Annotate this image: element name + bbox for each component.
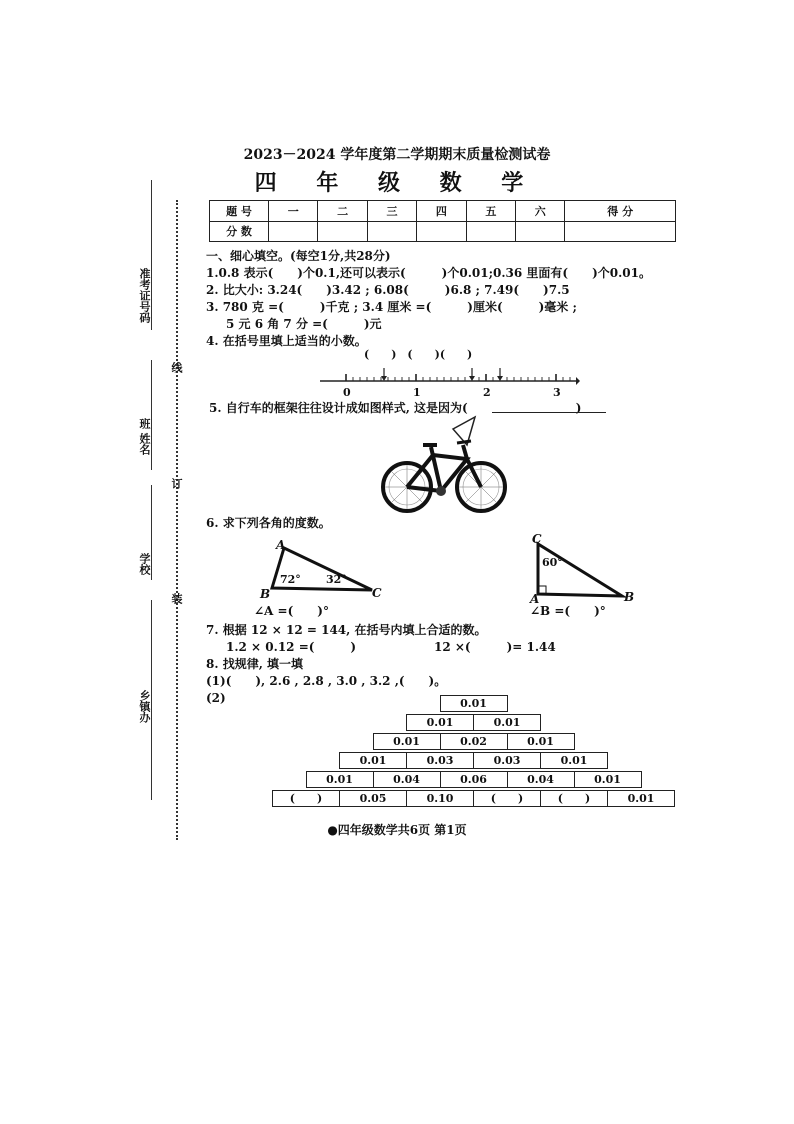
- score-cell[interactable]: [318, 221, 367, 242]
- question-7: 7. 根据 12 × 12 = 144, 在括号内填上合适的数。: [206, 623, 487, 637]
- score-header-cell: 二: [318, 201, 367, 222]
- triangle-1-angle-c: 32°: [326, 573, 347, 586]
- tick-label-1: 1: [413, 386, 421, 399]
- triangle-2-answer: ∠B =( )°: [530, 604, 606, 618]
- tick-label-0: 0: [343, 386, 351, 399]
- subject-title: 四 年 级 数 学: [254, 170, 540, 196]
- score-cell[interactable]: [417, 221, 466, 242]
- score-header-cell: 得 分: [565, 201, 676, 222]
- pyramid-brick: 0.10: [406, 790, 474, 807]
- triangle-2-vertex-c: C: [532, 532, 542, 546]
- pyramid-brick: 0.04: [373, 771, 441, 788]
- fold-mark-roll: 装: [170, 593, 183, 604]
- score-cell[interactable]: [367, 221, 416, 242]
- pyramid-brick: 0.01: [440, 695, 508, 712]
- score-header-cell: 一: [269, 201, 318, 222]
- pyramid-brick[interactable]: ( ): [540, 790, 608, 807]
- question-5: 5. 自行车的框架往往设计成如图样式, 这是因为( ): [209, 401, 582, 415]
- pyramid-brick: 0.01: [473, 714, 541, 731]
- pyramid-brick: 0.01: [607, 790, 675, 807]
- question-3a: 3. 780 克 =( )千克 ; 3.4 厘米 =( )厘米( )毫米 ;: [206, 300, 577, 314]
- score-cell[interactable]: [565, 221, 676, 242]
- fold-mark-line: 线: [170, 362, 183, 373]
- page-footer: ●四年级数学共6页 第1页: [327, 823, 467, 837]
- pyramid-brick: 0.01: [507, 733, 575, 750]
- question-3b: 5 元 6 角 7 分 =( )元: [226, 317, 382, 331]
- bicycle-image: [375, 415, 515, 515]
- triangle-2-vertex-a: A: [530, 592, 540, 606]
- pyramid-brick: 0.01: [574, 771, 642, 788]
- score-header-cell: 四: [417, 201, 466, 222]
- score-header-cell: 六: [516, 201, 565, 222]
- pyramid-brick[interactable]: ( ): [473, 790, 541, 807]
- triangle-1-vertex-c: C: [372, 586, 382, 600]
- school-line: [151, 485, 152, 580]
- number-line-brackets: ( ) ( )( ): [364, 348, 473, 361]
- exam-title: 2023－2024 学年度第二学期期末质量检测试卷: [243, 147, 551, 163]
- question-8-1: (1)( ), 2.6 , 2.8 , 3.0 , 3.2 ,( )。: [206, 674, 447, 688]
- town-line: [151, 600, 152, 800]
- pyramid-brick: 0.01: [373, 733, 441, 750]
- pyramid-brick: 0.01: [339, 752, 407, 769]
- triangle-1-answer: ∠A =( )°: [254, 604, 329, 618]
- id-number-line: [151, 180, 152, 330]
- pyramid-brick: 0.03: [473, 752, 541, 769]
- score-cell[interactable]: [466, 221, 515, 242]
- score-cell[interactable]: [269, 221, 318, 242]
- fold-dotted-line: [176, 200, 178, 840]
- pyramid-brick: 0.01: [406, 714, 474, 731]
- score-table-score-row: [210, 221, 676, 242]
- score-table-header-row: [210, 201, 676, 222]
- triangle-2-vertex-b: B: [624, 590, 635, 604]
- pyramid-brick: 0.06: [440, 771, 508, 788]
- question-5-underline: [492, 412, 606, 413]
- question-7a: 1.2 × 0.12 =( ): [226, 640, 357, 654]
- tick-label-2: 2: [483, 386, 491, 399]
- triangle-2-figure: [530, 540, 630, 602]
- pyramid-brick: 0.05: [339, 790, 407, 807]
- score-row-label: 分 数: [210, 221, 269, 242]
- name-line: [151, 360, 152, 470]
- pyramid-brick[interactable]: ( ): [272, 790, 340, 807]
- pyramid-brick: 0.03: [406, 752, 474, 769]
- score-header-cell: 题 号: [210, 201, 269, 222]
- town-label: 乡镇办: [138, 690, 151, 723]
- section1-heading: 一、细心填空。(每空1分,共28分): [206, 249, 391, 263]
- fold-mark-bind: 订: [170, 478, 183, 489]
- question-8-2: (2): [206, 691, 226, 705]
- pyramid-brick: 0.02: [440, 733, 508, 750]
- pyramid-brick: 0.04: [507, 771, 575, 788]
- triangle-2-angle-c: 60°: [542, 556, 563, 569]
- triangle-1-vertex-b: B: [260, 587, 271, 601]
- question-7b: 12 ×( )= 1.44: [434, 640, 556, 654]
- pyramid-brick: 0.01: [306, 771, 374, 788]
- question-8: 8. 找规律, 填一填: [206, 657, 304, 671]
- question-6: 6. 求下列各角的度数。: [206, 516, 331, 530]
- tick-label-3: 3: [553, 386, 561, 399]
- school-label: 学校: [138, 553, 151, 575]
- score-header-cell: 三: [367, 201, 416, 222]
- question-2: 2. 比大小: 3.24( )3.42 ; 6.08( )6.8 ; 7.49( )7.5: [206, 283, 570, 297]
- score-cell[interactable]: [516, 221, 565, 242]
- question-4: 4. 在括号里填上适当的小数。: [206, 334, 367, 348]
- name-label: 班 姓名: [138, 418, 151, 455]
- question-1: 1.0.8 表示( )个0.1,还可以表示( )个0.01;0.36 里面有( )个0.01。: [206, 266, 651, 280]
- triangle-1-angle-b: 72°: [280, 573, 301, 586]
- score-table: [209, 200, 676, 242]
- number-line: [318, 364, 580, 388]
- id-number-label: 准考证号码: [138, 268, 151, 323]
- score-header-cell: 五: [466, 201, 515, 222]
- triangle-1-vertex-a: A: [276, 538, 286, 552]
- pyramid-brick: 0.01: [540, 752, 608, 769]
